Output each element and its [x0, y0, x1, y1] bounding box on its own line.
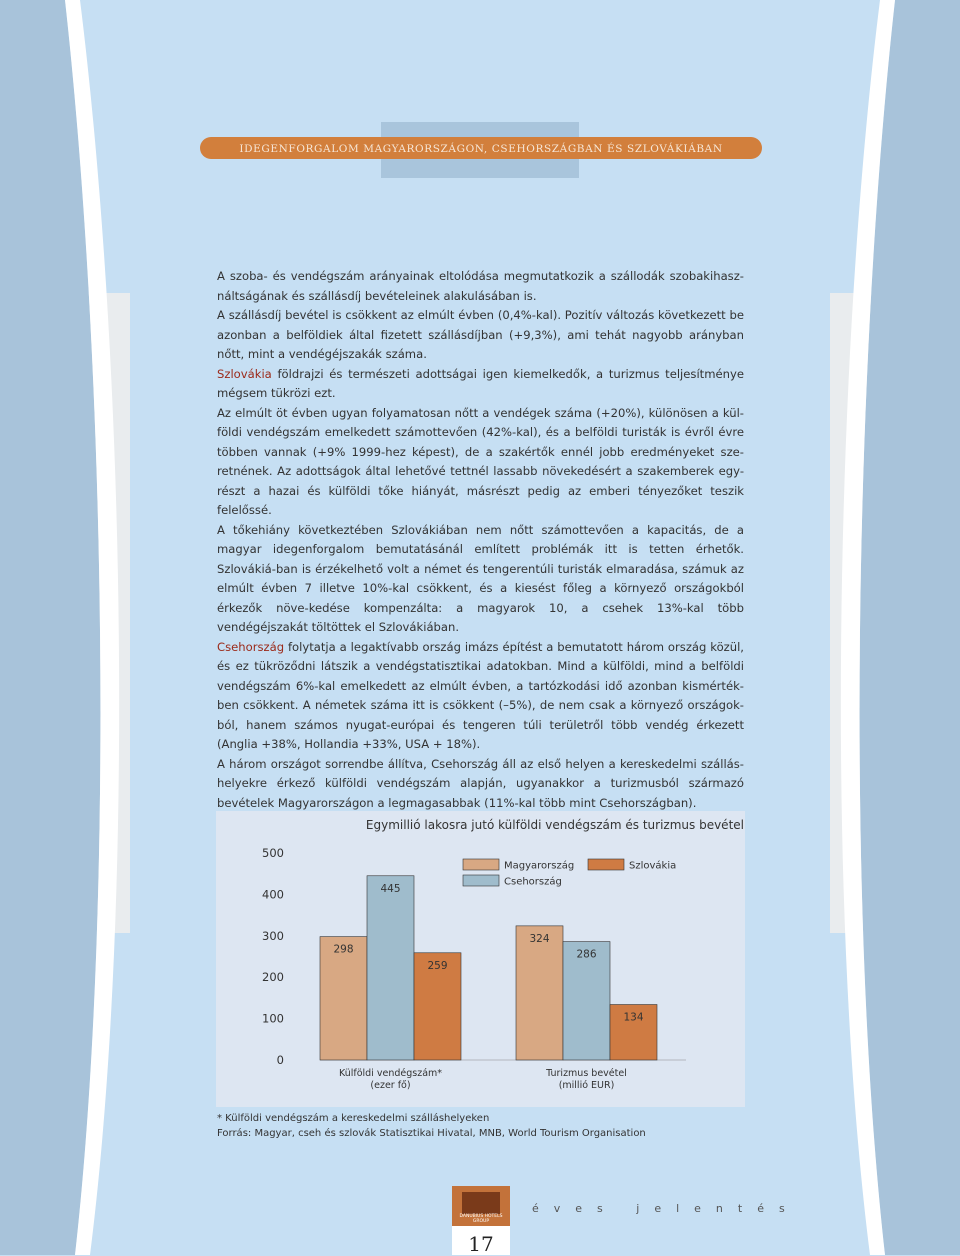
chart-title: Egymillió lakosra jutó külföldi vendégszám és turizmus bevétel — [365, 818, 744, 832]
legend-swatch-magyarország — [463, 859, 499, 870]
slovakia-label: Szlovákia — [217, 366, 272, 381]
bar-data-label: 445 — [380, 882, 401, 895]
logo-emblem — [462, 1192, 500, 1214]
footnote-source: Forrás: Magyar, cseh és szlovák Statisztikai Hivatal, MNB, World Tourism Organisation — [217, 1128, 646, 1139]
footnote-note: * Külföldi vendégszám a kereskedelmi szálláshelyeken — [217, 1113, 490, 1124]
bar-data-label: 298 — [333, 943, 354, 956]
category-label: Külföldi vendégszám* — [338, 1068, 443, 1079]
header-bar — [200, 137, 762, 159]
paragraph-slovakia-3: A tőkehiány következtében Szlovákiában nem nőtt számottevően a kapacitás, de a magyar idegenforgalom bemutatásánál említett problémák itt is tetten érhetők. Szlovákiá-ban is érzékelhető volt a német és tengerentúli turisták elmaradása, számuk az elmúlt évben 7 illetve 10%-kal csökkent, és a kiesést főleg a környező országokból érkezők növe-kedése kompenzálta: a magyarok 10, a csehek 13%-kal több vendégéjszakát töltöttek el Szlovákiában. — [217, 522, 744, 634]
czech-label: Csehország — [217, 639, 285, 654]
page-number: 17 — [468, 1232, 494, 1256]
y-tick-label: 300 — [262, 928, 284, 943]
paragraph-2: A szállásdíj bevétel is csökkent az elmúlt évben (0,4%-kal). Pozitív változás következett be azonban a belföldiek által fizetett szállásdíjban (+9,3%), ami tehát nagyobb arányban nőtt, mint a vendégéjszakák száma. — [217, 308, 744, 361]
paragraph-czech-2: A három országot sorrendbe állítva, Csehország áll az első helyen a kereskedelmi szállás-helyekre érkező külföldi vendégszám alapján, ugyanakkor a turizmusból származó bevételek Magyarországon a legmagasabbak (11%-kal több mint Csehországban). — [217, 756, 744, 810]
paragraph-slovakia: Szlovákia földrajzi és természeti adottságai igen kiemelkedők, a turizmus teljesítménye mégsem tükrözi ezt. — [217, 366, 744, 400]
logo-text: DANUBIUS HOTELS GROUP — [459, 1214, 503, 1224]
paragraph-czech: Csehország folytatja a legaktívabb ország imázs építést a bemutatott három ország közül, és ez tükröződni látszik a vendégstatisztikai adatokban. Mind a külföldi, mind a belföldi vendégszám 6%-kal emelkedett az elmúlt évben, a tartózkodási idő azonban kismérték-ben csökkent. A németek száma itt is csökkent (–5%), de nem csak a környező országok-ból, hanem számos nyugat-európai és tengeren túli területről több vendég érkezett (Anglia +38%, Hollandia +33%, USA + 18%). — [217, 639, 744, 751]
bar-data-label: 134 — [623, 1011, 644, 1024]
legend-label: Szlovákia — [629, 860, 677, 872]
category-label: (millió EUR) — [558, 1080, 615, 1091]
legend-label: Magyarország — [504, 860, 575, 872]
bar-data-label: 286 — [576, 948, 597, 961]
paragraph-slovakia-2: Az elmúlt öt évben ugyan folyamatosan nőtt a vendégek száma (+20%), különösen a kül-földi vendégszám emelkedett számottevően (42%-kal), és a belföldi turisták is évről évre többen vannak (+9% 1999-hez képest), de a szakértők ennél jobb eredményeket sze-retnének. Az adottságok által lehetővé tettnél lassabb növekedésért a szakemberek egy-részt a hazai és külföldi tőke hiányát, másrészt pedig az emberi tényezőket teszik felelőssé. — [217, 405, 744, 517]
legend-label: Csehország — [504, 876, 562, 888]
company-logo — [452, 1186, 510, 1226]
y-tick-label: 400 — [262, 887, 284, 902]
bar-magyarország-1 — [516, 926, 563, 1060]
chart-svg — [216, 811, 745, 1107]
y-tick-label: 200 — [262, 970, 284, 985]
y-tick-label: 100 — [262, 1011, 284, 1026]
bar-chart — [216, 811, 745, 1107]
y-tick-label: 500 — [262, 846, 284, 860]
section-title: IDEGENFORGALOM MAGYARORSZÁGON, CSEHORSZÁGBAN ÉS SZLOVÁKIÁBAN — [239, 143, 723, 155]
bar-data-label: 324 — [529, 932, 550, 945]
annual-report-label: éves jelentés — [532, 1202, 800, 1215]
y-tick-label: 0 — [276, 1053, 284, 1067]
bar-csehország-0 — [367, 876, 414, 1060]
category-label: (ezer fő) — [370, 1080, 411, 1091]
paragraph-1: A szoba- és vendégszám arányainak eltolódása megmutatkozik a szállodák szobakihasz-náltságának és szállásdíj bevételeinek alakulásában is. — [217, 269, 744, 303]
body-text — [217, 267, 744, 813]
bar-data-label: 259 — [427, 959, 448, 972]
legend-swatch-csehország — [463, 875, 499, 886]
legend-swatch-szlovákia — [588, 859, 624, 870]
category-label: Turizmus bevétel — [546, 1068, 627, 1079]
